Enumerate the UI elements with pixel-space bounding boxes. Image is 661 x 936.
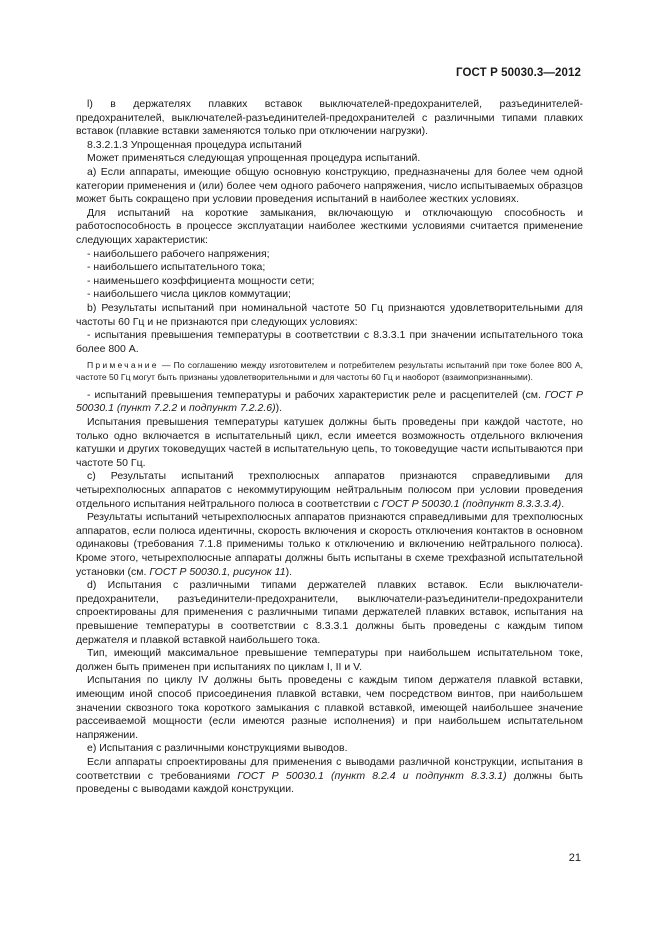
paragraph-coils: Испытания превышения температуры катушек должны быть проведены при каждой частоте, но только одно включается в испытательный цикл, если имеется возможность отдельного включения катушки и других токоведущих частей в испытательную цепь, то токоведущие части испытываются при частоте 50 Гц. <box>76 416 583 469</box>
paragraph-c <box>76 470 583 511</box>
paragraph-type: Тип, имеющий максимальное превышение температуры при наибольшем испытательном токе, должен быть применен при испытаниях по циклам I, II и V. <box>76 647 583 673</box>
list-item-relays <box>76 389 583 416</box>
paragraph-intro: Может применяться следующая упрощенная процедура испытаний. <box>87 152 421 165</box>
relays-reference-2: подпункт 7.2.2.6) <box>189 402 276 415</box>
paragraph-cycle-iv: Испытания по циклу IV должны быть проведены с каждым типом держателя плавкой вставки, имеющим иной способ присоединения плавкой вставки, чем посредством винтов, при наибольшем значении сквозного тока короткого замыкания с плавкой вставкой, имеющей наибольшее значение рассеиваемой мощности (если имеются разные исполнения) и при наибольшем испытательном напряжении. <box>76 674 583 741</box>
four-pole-reference: ГОСТ Р 50030.1, рисунок 11 <box>149 565 286 578</box>
paragraph-l: l) в держателях плавких вставок выключателей-предохранителей, разъединителей-предохранителей, выключателей-разъединителей-предохранителей с различными типами плавких вставок (плавкие вставки заменяются только при отключении нагрузки). <box>76 98 583 138</box>
note-text: — По соглашению между изготовителем и потребителем результаты испытаний при токе более 800 А, частоте 50 Гц могут быть признаны удовлетворительными и для частоты 60 Гц и наоборот (взаимопризнанными). <box>76 360 583 383</box>
section-heading-8-3-2-1-3: 8.3.2.1.3 Упрощенная процедура испытаний <box>87 138 302 151</box>
paragraph-four-pole <box>76 511 583 579</box>
terminals-text: Если аппараты спроектированы для применения с выводами различной конструкции, испытания в соответствии с требованиями <box>76 755 583 782</box>
four-pole-text: Результаты испытаний четырехполюсных аппаратов признаются справедливыми для трехполюсных аппаратов, если полюса идентичны, скорость включения и скорость отключения контактов в основном одинаковы (требования 7.1.8 применимы только к отключению и включению нейтрального полюса). Кроме этого, четырехполюсные аппараты должны быть испытаны в схеме трехфазной испытательной установки (см. <box>76 511 583 578</box>
paragraph-a: а) Если аппараты, имеющие общую основную конструкцию, предназначены для более чем одной категории применения и (или) более чем одного рабочего напряжения, число испытываемых образцов может быть сокращено при условии проведения испытаний в наиболее жестких условиях. <box>76 165 583 206</box>
terminals-end: должны быть проведены с выводами каждой конструкции. <box>76 769 583 796</box>
relays-text: - испытаний превышения температуры и рабочих характеристик реле и расцепителей (см. <box>87 388 541 401</box>
paragraph-conditions: Для испытаний на короткие замыкания, включающую и отключающую способность и работоспособность в процессе эксплуатации наиболее жесткими условиями считается применение следующих характеристик: <box>76 206 583 246</box>
list-item-power-factor: - наименьшего коэффициента мощности сети; <box>87 274 315 287</box>
c-reference: ГОСТ Р 50030.1 (подпункт 8.3.3.3.4) <box>381 497 562 510</box>
relays-end: ). <box>275 402 282 415</box>
paragraph-e: е) Испытания с различными конструкциями выводов. <box>87 742 348 755</box>
paragraph-terminals <box>76 756 583 797</box>
doc-code-header: ГОСТ Р 50030.3—2012 <box>456 67 581 79</box>
list-item-voltage: - наибольшего рабочего напряжения; <box>87 247 270 260</box>
note-label: Примечание <box>87 360 159 371</box>
paragraph-d: d) Испытания с различными типами держателей плавких вставок. Если выключатели-предохранители, разъединители-предохранители, выключатели-разъединители-предохранители спроектированы для применения с различными типами держателей плавких вставок, испытания на превышение температуры в соответствии с 8.3.3.1 должны быть проведены с каждым типом держателя и плавкой вставкой наибольшего тока. <box>76 579 583 646</box>
relays-reference-1: ГОСТ Р 50030.1 (пункт 7.2.2 <box>76 388 583 415</box>
c-text: с) Результаты испытаний трехполюсных аппаратов признаются справедливыми для четырехполюсных аппаратов с некоммутирующим нейтральным полюсом при условии проведения отдельного испытания нейтрального полюса в соответствии с <box>76 470 583 510</box>
c-end: . <box>561 497 565 510</box>
relays-conjunction: и <box>180 402 187 415</box>
page-number: 21 <box>568 852 581 864</box>
four-pole-end: ). <box>285 565 292 578</box>
list-item-temperature-800a: - испытания превышения температуры в соответствии с 8.3.3.1 при значении испытательного тока более 800 А. <box>76 329 583 355</box>
note <box>76 360 583 384</box>
list-item-cycles: - наибольшего числа циклов коммутации; <box>87 288 291 301</box>
terminals-reference: ГОСТ Р 50030.1 (пункт 8.2.4 и подпункт 8.3.3.1) <box>237 769 507 782</box>
list-item-current: - наибольшего испытательного тока; <box>87 261 266 274</box>
paragraph-b: b) Результаты испытаний при номинальной частоте 50 Гц признаются удовлетворительными для частоты 60 Гц и не признаются при следующих условиях: <box>76 301 583 328</box>
page-body <box>76 98 583 797</box>
